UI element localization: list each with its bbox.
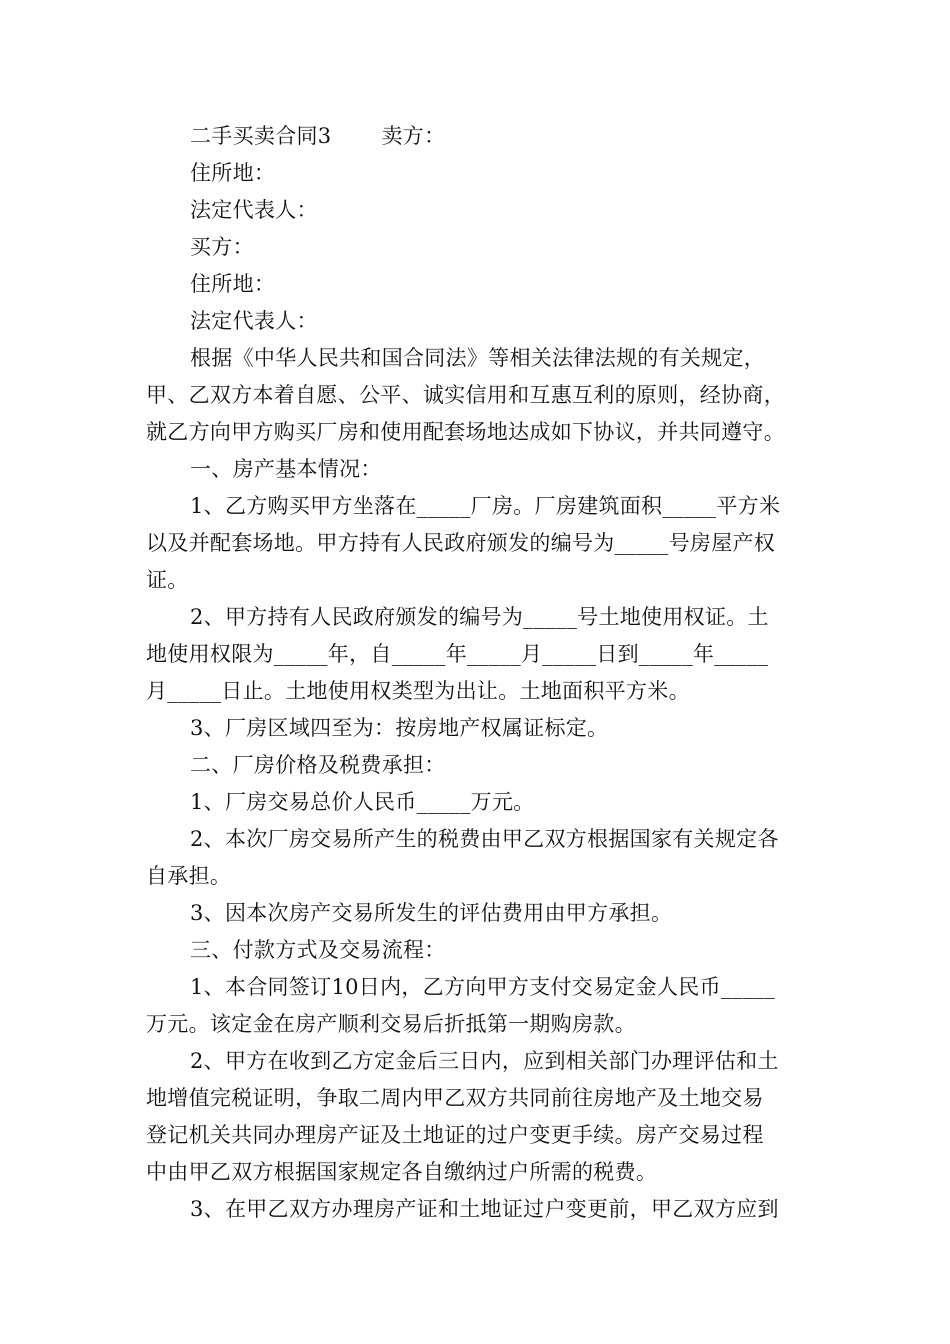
paragraph-line: 2、本次厂房交易所产生的税费由甲乙双方根据国家有关规定各 [190, 827, 779, 851]
buyer-address-line: 住所地： [190, 272, 276, 296]
paragraph-line: 地使用权限为_____年，自_____年_____月_____日到_____年_____ [146, 642, 769, 666]
section-heading: 二、厂房价格及税费承担： [190, 753, 446, 777]
paragraph-line: 就乙方向甲方购买厂房和使用配套场地达成如下协议，并共同遵守。 [146, 420, 785, 444]
paragraph-line: 自承担。 [146, 864, 232, 888]
buyer-representative-line: 法定代表人： [190, 309, 318, 333]
paragraph-line: 甲、乙双方本着自愿、公平、诚实信用和互惠互利的原则，经协商， [146, 383, 785, 407]
paragraph-line: 2、甲方持有人民政府颁发的编号为_____号土地使用权证。土 [190, 605, 769, 629]
seller-representative-line: 法定代表人： [190, 198, 318, 222]
paragraph-line: 以及并配套场地。甲方持有人民政府颁发的编号为_____号房屋产权 [146, 531, 776, 555]
contract-document [146, 118, 808, 1228]
paragraph-line: 1、乙方购买甲方坐落在_____厂房。厂房建筑面积_____平方米 [190, 494, 781, 518]
paragraph-line: 1、本合同签订10日内，乙方向甲方支付交易定金人民币_____ [190, 975, 775, 999]
document-title: 二手买卖合同3 [190, 124, 332, 148]
paragraph-line: 中由甲乙双方根据国家规定各自缴纳过户所需的税费。 [146, 1160, 658, 1184]
paragraph-line: 地增值完税证明，争取二周内甲乙双方共同前往房地产及土地交易 [146, 1086, 764, 1110]
paragraph-line: 月_____日止。土地使用权类型为出让。土地面积平方米。 [146, 679, 690, 703]
paragraph-line: 2、甲方在收到乙方定金后三日内，应到相关部门办理评估和土 [190, 1049, 779, 1073]
paragraph-line: 3、因本次房产交易所发生的评估费用由甲方承担。 [190, 901, 673, 925]
section-heading: 一、房产基本情况： [190, 457, 382, 481]
seller-address-line: 住所地： [190, 161, 276, 185]
paragraph-line: 3、在甲乙双方办理房产证和土地证过户变更前，甲乙双方应到 [190, 1197, 779, 1221]
paragraph-line: 1、厂房交易总价人民币_____万元。 [190, 790, 535, 814]
seller-label: 卖方： [381, 124, 446, 148]
paragraph-line: 万元。该定金在房产顺利交易后折抵第一期购房款。 [146, 1012, 636, 1036]
document-title-line [146, 118, 808, 155]
buyer-label-line: 买方： [190, 235, 254, 259]
paragraph-line: 根据《中华人民共和国合同法》等相关法律法规的有关规定， [190, 346, 766, 370]
section-heading: 三、付款方式及交易流程： [190, 938, 446, 962]
paragraph-line: 登记机关共同办理房产证及土地证的过户变更手续。房产交易过程 [146, 1123, 764, 1147]
paragraph-line: 证。 [146, 568, 189, 592]
paragraph-line: 3、厂房区域四至为：按房地产权属证标定。 [190, 716, 609, 740]
